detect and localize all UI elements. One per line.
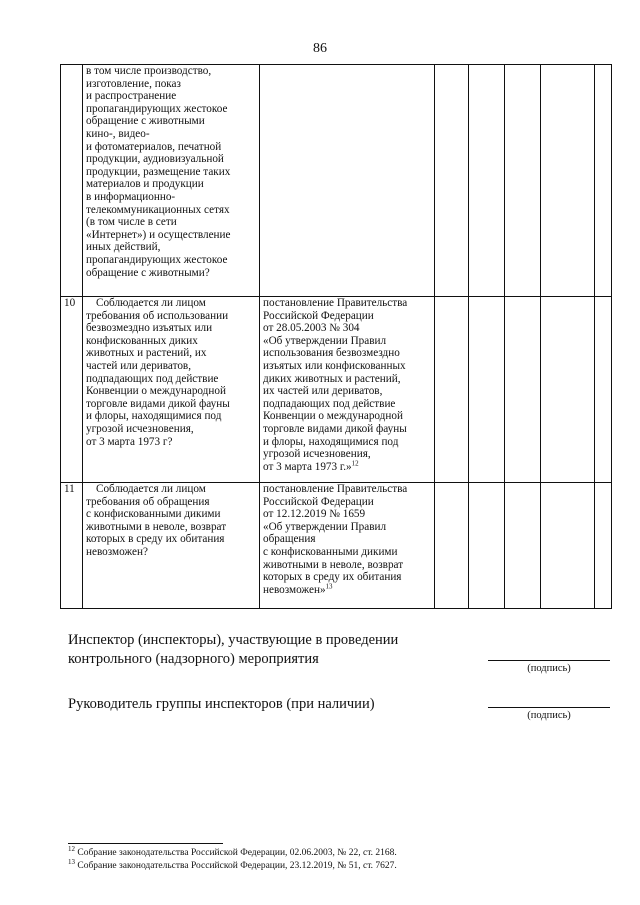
inspector-signature-line[interactable] xyxy=(488,660,610,661)
extra-cell[interactable] xyxy=(595,297,612,483)
answer-na-cell[interactable] xyxy=(505,297,541,483)
row-number: 10 xyxy=(61,297,83,483)
answer-no-cell[interactable] xyxy=(469,65,505,297)
leader-signature-line[interactable] xyxy=(488,707,610,708)
footnote xyxy=(68,844,397,859)
question-cell xyxy=(83,297,260,483)
answer-yes-cell[interactable] xyxy=(435,297,469,483)
row-number xyxy=(61,65,83,297)
question-cell xyxy=(83,483,260,609)
answer-na-cell[interactable] xyxy=(505,483,541,609)
table-row xyxy=(61,483,612,609)
question-cell xyxy=(83,65,260,297)
footnote-mark: 13 xyxy=(325,582,333,591)
table-row xyxy=(61,297,612,483)
answer-na-cell[interactable] xyxy=(505,65,541,297)
extra-cell[interactable] xyxy=(595,483,612,609)
footnote xyxy=(68,857,397,872)
question-text: Соблюдается ли лицом требования об обращения с конфискованными дикими животными в неволе, возврат которых в среду их обитания невозможен? xyxy=(86,483,227,558)
reference-cell xyxy=(260,483,435,609)
table-row xyxy=(61,65,612,297)
question-text: Соблюдается ли лицом требования об использовании безвозмездно изъятых или конфискованных диких животных и растений, их частей или дериватов, подпадающих под действие Конвенции о международной торговле видами дикой фауны и флоры, находящимися под угрозой исчезновения, от 3 марта 1973 г? xyxy=(86,297,230,448)
extra-cell[interactable] xyxy=(595,65,612,297)
leader-signature-caption: (подпись) xyxy=(527,710,571,721)
note-cell[interactable] xyxy=(541,65,595,297)
inspector-signature-label: Инспектор (инспекторы), участвующие в проведении контрольного (надзорного) мероприятия xyxy=(68,632,399,667)
page-number: 86 xyxy=(313,41,327,56)
inspector-signature-caption: (подпись) xyxy=(527,663,571,674)
checklist-table xyxy=(60,64,612,609)
row-number: 11 xyxy=(61,483,83,609)
answer-yes-cell[interactable] xyxy=(435,65,469,297)
reference-cell xyxy=(260,297,435,483)
note-cell[interactable] xyxy=(541,483,595,609)
footnote-number: 12 xyxy=(68,844,75,853)
footnote-divider xyxy=(68,843,223,844)
note-cell[interactable] xyxy=(541,297,595,483)
reference-text: постановление Правительства Российской Федерации от 28.05.2003 № 304 «Об утверждении Правил использования безвозмездно изъятых или конфискованных диких животных и растений, их частей или дериватов, подпадающих под действие Конвенции о международной торговле видами дикой фауны и флоры, находящимися под угрозой исчезновения, от 3 марта 1973 г.» xyxy=(263,297,408,473)
footnote-mark: 12 xyxy=(351,458,359,467)
footnote-text: Собрание законодательства Российской Федерации, 23.12.2019, № 51, ст. 7627. xyxy=(77,861,397,871)
answer-yes-cell[interactable] xyxy=(435,483,469,609)
footnote-text: Собрание законодательства Российской Федерации, 02.06.2003, № 22, ст. 2168. xyxy=(77,848,397,858)
question-text: в том числе производство, изготовление, показ и распространение пропагандирующих жестокое обращение с животными кино-, видео- и фотоматериалов, печатной продукции, аудиовизуальной продукции, размещение таких материалов и продукции в информационно- телекоммуникационных сетях (в том числе в сети «Интернет») и осуществление иных действий, пропагандирующих жестокое обращение с животными? xyxy=(86,65,231,279)
reference-cell xyxy=(260,65,435,297)
reference-text: постановление Правительства Российской Федерации от 12.12.2019 № 1659 «Об утверждении Правил обращения с конфискованными дикими животными в неволе, возврат которых в среду их обитания невозможен» xyxy=(263,483,408,596)
footnote-number: 13 xyxy=(68,857,75,866)
answer-no-cell[interactable] xyxy=(469,483,505,609)
answer-no-cell[interactable] xyxy=(469,297,505,483)
leader-signature-label: Руководитель группы инспекторов (при наличии) xyxy=(68,696,375,712)
